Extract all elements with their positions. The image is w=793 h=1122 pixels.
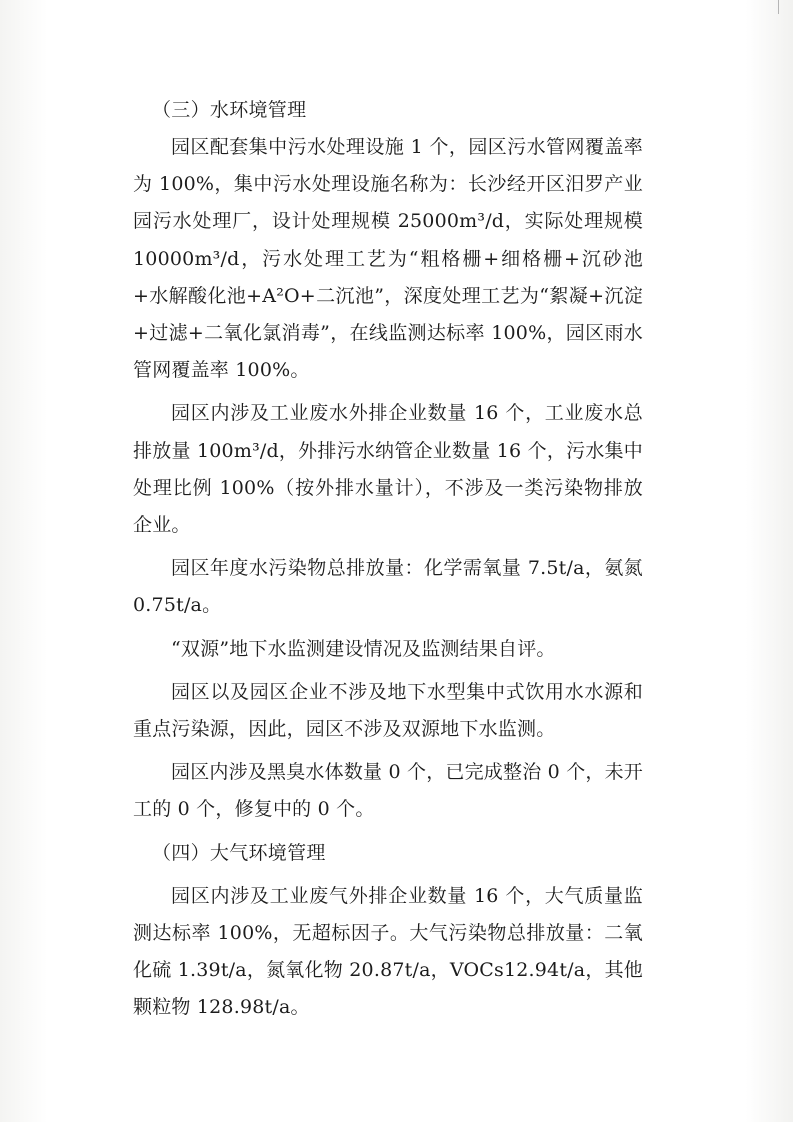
paragraph-groundwater-heading: “双源”地下水监测建设情况及监测结果自评。 xyxy=(171,637,556,660)
paragraph-black-odorous-water: 园区内涉及黑臭水体数量 0 个，已完成整治 0 个，未开工的 0 个，修复中的 0 个。 xyxy=(133,761,643,821)
document-body xyxy=(133,92,643,1026)
paragraph-industrial-wastewater: 园区内涉及工业废水外排企业数量 16 个，工业废水总排放量 100m³/d，外排污水纳管企业数量 16 个，污水集中处理比例 100%（按外排水量计），不涉及一类污染物排放企业。 xyxy=(133,402,643,537)
section-heading-air: （四）大气环境管理 xyxy=(152,841,326,864)
paragraph-groundwater-monitoring: 园区以及园区企业不涉及地下水型集中式饮用水水源和重点污染源，因此，园区不涉及双源地下水监测。 xyxy=(133,680,643,741)
paragraph-water-pollutant-emissions: 园区年度水污染物总排放量：化学需氧量 7.5t/a，氨氮 0.75t/a。 xyxy=(133,557,643,617)
paragraph-air-emissions: 园区内涉及工业废气外排企业数量 16 个，大气质量监测达标率 100%，无超标因子。大气污染物总排放量：二氧化硫 1.39t/a，氮氧化物 20.87t/a，VOCs12.94t/a，其他颗粒物 128.98t/a。 xyxy=(133,884,643,1019)
paragraph-wastewater-facility: 园区配套集中污水处理设施 1 个，园区污水管网覆盖率为 100%，集中污水处理设施名称为：长沙经开区汨罗产业园污水处理厂，设计处理规模 25000m³/d，实际处理规模 10000m³/d，污水处理工艺为“粗格栅+细格栅+沉砂池+水解酸化池+A²O+二沉池”，深度处理工艺为“絮凝+沉淀+过滤+二氧化氯消毒”，在线监测达标率 100%，园区雨水管网覆盖率 100%。 xyxy=(133,136,643,382)
section-heading-water: （三）水环境管理 xyxy=(152,99,307,121)
page-edge-mark xyxy=(778,0,779,14)
